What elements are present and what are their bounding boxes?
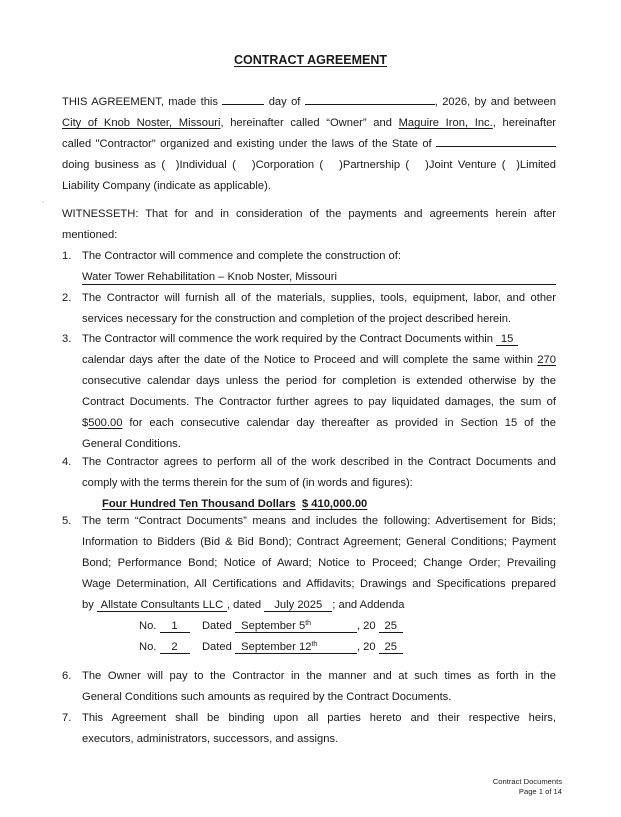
contract-sum-words: Four Hundred Ten Thousand Dollars bbox=[102, 498, 296, 510]
addendum-year[interactable]: 25 bbox=[379, 641, 403, 654]
document-page: CONTRACT AGREEMENT THIS AGREEMENT, made this day of , 2026, by and between City of Knob Noster, Missouri, hereinafter called “Owner” and Maguire Iron, Inc., hereinafter called "Contractor" organized and existing under the laws of the State of doing business as ( )Individual ( )Corporation ( )Partnership ( )Joint Venture ( )Limited Liability Company (indicate as applicable). WITNESSETH: That for and in consideration of the payments and agreements herein after mentioned: 1. The Contractor will commence and complete the construction of: Water Tower Rehabilitation – Knob Noster, Missouri 2. The Contractor will furnish all of the materials, supplies, tools, equipment, labor, and other services necessary for the construction and completion of the project described herein. 3. The Contractor will commence the work required by the Contract Documents within 15 calendar days after the date of the Notice to Proceed and will complete the same within 270 consecutive calendar days unless the period for completion is extended otherwise by the Contract Documents. The Contractor further agrees to pay liquidated damages, the sum of $500.00 for each consecutive calendar day thereafter as provided in Section 15 of the General Conditions. 4. The Contractor agrees to perform all of the work described in the Contract Documents and comply with the terms therein for the sum of (in words and figures): Four Hundred Ten Thousand Dollars $ 410,000.00 5. The term “Contract Documents” means and includes the following: Advertisement for Bids; Information to Bidders (Bid & Bid Bond); Contract Agreement; General Conditions; Payment Bond; Performance Bond; Notice of Award; Notice to Proceed; Change Order; Prevailing Wage Determination, All Certifications and Affidavits; Drawings and Specifications prepared by Allstate Consultants LLC , dated July 2025 ; and Addenda No. 1 Dated September 5th , 20 25 No. 2 Dated September 12th , 20 25 6. The Owner will pay to the Contractor in the manner and at such times as forth in the General Conditions such amounts as required by the Contract Documents. 7. This Agreement shall be binding upon all parties hereto and their respective heirs, executors, administrators, successors, and assigns. Contract Documents Page 1 of 14 bbox=[0, 0, 621, 817]
item-number: 6. bbox=[62, 670, 72, 682]
contractor-name: Maguire Iron, Inc. bbox=[398, 117, 493, 129]
addendum-date[interactable]: September 12th bbox=[235, 641, 357, 654]
addendum-row: No. 1 Dated September 5th , 20 25 bbox=[82, 616, 556, 637]
option-corporation[interactable]: Corporation bbox=[255, 159, 315, 171]
contract-sum-figures: $ 410,000.00 bbox=[301, 498, 368, 510]
witnesseth-line-1: WITNESSETH: That for and in consideration of the payments and agreements herein after bbox=[62, 208, 556, 220]
item-number: 1. bbox=[62, 250, 72, 262]
document-title: CONTRACT AGREEMENT bbox=[233, 53, 387, 67]
day-blank[interactable] bbox=[222, 93, 264, 105]
project-name: Water Tower Rehabilitation – Knob Noster, Missouri bbox=[82, 271, 556, 285]
intro-line-2: City of Knob Noster, Missouri, hereinafter called “Owner” and Maguire Iron, Inc., hereinafter bbox=[62, 117, 556, 129]
option-llc[interactable]: Limited bbox=[519, 159, 556, 171]
item-number: 2. bbox=[62, 292, 72, 304]
item-number: 7. bbox=[62, 712, 72, 724]
scan-speck bbox=[42, 201, 44, 203]
intro-paragraph bbox=[62, 92, 556, 197]
item-number: 5. bbox=[62, 515, 72, 527]
owner-name: City of Knob Noster, Missouri bbox=[62, 117, 221, 129]
page-number: Page 1 of 14 bbox=[518, 787, 562, 796]
liquidated-damages-amount[interactable]: 500.00 bbox=[88, 417, 123, 429]
addendum-number[interactable]: 1 bbox=[160, 620, 190, 633]
intro-line-4: doing business as ( )Individual ( )Corporation ( )Partnership ( )Joint Venture ( )Limited bbox=[62, 159, 556, 171]
start-days-field[interactable]: 15 bbox=[496, 333, 518, 346]
intro-line-3: called "Contractor" organized and existing under the laws of the State of bbox=[62, 134, 556, 155]
item-number: 4. bbox=[62, 456, 72, 468]
item-number: 3. bbox=[62, 333, 72, 345]
prepared-date-field[interactable]: July 2025 bbox=[264, 599, 332, 612]
addendum-year[interactable]: 25 bbox=[379, 620, 403, 633]
option-individual[interactable]: Individual bbox=[179, 159, 227, 171]
preparer-field[interactable]: Allstate Consultants LLC bbox=[97, 599, 227, 612]
intro-line-5: Liability Company (indicate as applicable). bbox=[62, 180, 271, 192]
month-blank[interactable] bbox=[305, 93, 435, 105]
addendum-date[interactable]: September 5th bbox=[235, 620, 357, 633]
completion-days-field[interactable]: 270 bbox=[537, 354, 556, 366]
footer-doc-name: Contract Documents bbox=[492, 777, 562, 786]
witnesseth-line-2: mentioned: bbox=[62, 229, 118, 241]
addendum-number[interactable]: 2 bbox=[160, 641, 190, 654]
page-footer bbox=[493, 777, 562, 797]
option-partnership[interactable]: Partnership bbox=[342, 159, 401, 171]
witnesseth-paragraph bbox=[62, 204, 556, 246]
option-joint-venture[interactable]: Joint Venture bbox=[428, 159, 497, 171]
addendum-row: No. 2 Dated September 12th , 20 25 bbox=[82, 637, 556, 658]
intro-line-1: THIS AGREEMENT, made this day of , 2026, by and between bbox=[62, 92, 556, 113]
state-blank[interactable] bbox=[436, 135, 556, 147]
